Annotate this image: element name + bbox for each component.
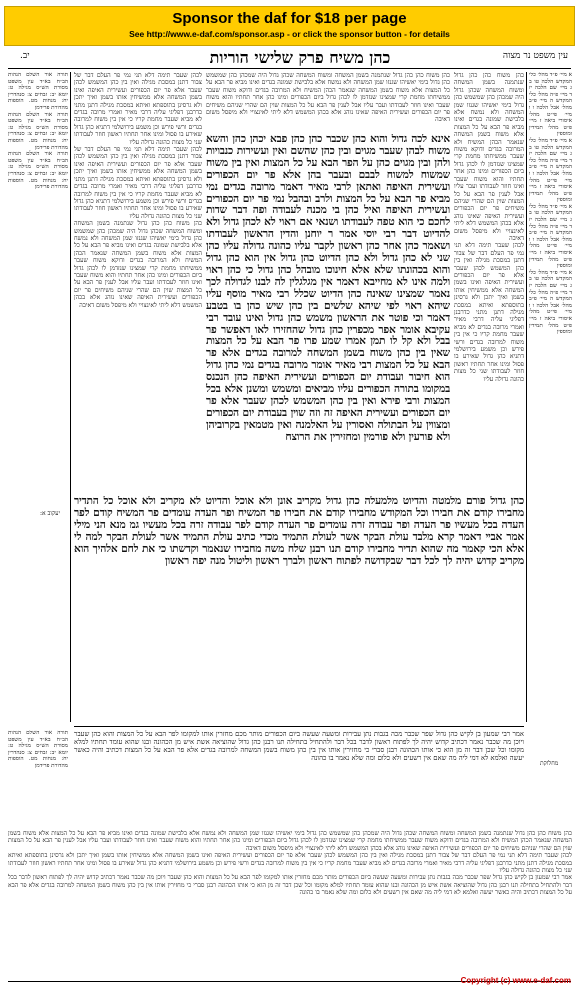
gemara-text: אינא לכה גדול והוא כהן שכבר כהן כהן פבא יכהן כהן והשא משוח לבהן שעבר מגוים ובין כהן שהשם ואין ועשירות כנבויות ולהן ובין מגוים כהן על הפר הבא על כל המצות ואין בין משוח שמשוח למשוח לבבם ובעבר בהן אלא פר יום הכפורים ועשירית האיפה ואתאן לרבי מאיר דאמר מרובה בגדים נמי מביא פר הבא על כל המצות ולרב ובהבל נמי פר יום הכפורים ועשירית האיפה ואיל כהן בי מכנה לעבודה ופה דבר שדות לחכם כי הוא טפה לעבודתו ושנאי אם ראוי לא לכהן גדול ולא להדיוט דבר רבי יוסי אמר ר יוחנן והדין הראשון לעבודתו ושאמר כהן אחר כהן ראשון לקבר עליו כהונה גדולה עליו כהן שני לא כהן גדול ולא כהן הדיוט כהן גדול אין הוא כהן גדול והוא בכהונתו שלא אלא חינוכו מובהל כהן גדול כי כהן ראוי ולמה אינו לא מחייבא דאמר אין מגלגלין לה לבנו לגדולה לכך נאמר שמצינו שאינה כהן הדיוט שכלל רבי מאיר מוסף עליו שיהא ראוי לפי שיהא שלשים בין כהן שיש כהן בו בטבע דאמר וכי פוטר את הראשון משמש כהן גדול ואינו עובד רבי עקיבא אומר אפר מכפרין כהן גדול שהחזירו לאו דאפשר פר בבל ולא קל לו תמן אמרו שמע פרו פר הבא על כל המצות שאין בין כהן משוח בשמן המשחה למרובה בגדים אלא פר הבא על כל המצות רבי מאיר אומר מרובה בגדים נמי כהן גדול הוא חיבור ועבודת יום הכפורים ועשירית האיפה כהן הנכנס במקומו בתורה הכפורים עליו מביאים ומשמש ומשנן אלא בכל המצות ורבי פירא ואין בין כהן המשמש לכהן שעבר אלא פר יום הכפורים ועשירית האיפה זה וזה שוין בעבודת יום הכפורים ומצווין על הבתולה ואסורין על האלמנה ואין מטמאין בקרוביהן ולא פורעין ולא פורמין ומחזירין את הרוצח xyxy=(206,134,450,443)
mid-side-label-2: מחלוקת xyxy=(540,760,559,767)
page-number: יב. xyxy=(20,51,30,61)
header-right-label: עין משפט נר מצוה xyxy=(502,51,568,61)
footnote-text-cont2: אמר רבי שמעון בן לקיש כהן גדול שפר שכבר מכה בגבות נתן עבירות ומשעה שעשה ביום הכפורים מותר מכם מחזרין אותו למקומו לפר הבא על כל המצות והוא כהן שעבר ויוכן מה שכבר נאמר דכתיב קדוש יהיה לך לפתוח ראשון לדבר בכל דבר ולהתחיל בתחילה תנו רבנן כהן גדול שהוציאה אשת איש מן הכהונה ובנו שהוא עומד תחתיו למלא מקומו וכל שכן דבר זה מן הוא כי אותו הכהונה רבנן סברי כי מחזירין אותו אין בין כהן משוח בשמן המשחה למרובה בגדים אלא פר הבא על כל המצות דכתיב והיה כאשר יעשה ואלמא לא דמי ליה מה שאם אין רשעים ולא כלום ומה שלא נאמר בו כהונה xyxy=(8,874,572,897)
sponsor-banner[interactable] xyxy=(4,6,575,46)
tosafot-text: לכהן שעבר תימה דלא תני נמי פר העלם דבר של צבור דתנן במסכת מגילה ואין בין כהן המשמש לכהן שעבר אלא פר יום הכפורים ועשירית האיפה ואינו בשמן המשחה אלא ממשיחין אותו בשמן ואיך יתכן ולא גרסינן בתוספתא ואיתא במסכת מגילה דתנן מתני כדרבנן דפליגי עליה דרבי מאיר ואמרי מרובה בגדים לא מביא שעבר מחמת קריו כי אין בין משוח למרובה בגדים ורשי פירש וכן משמע בירושלמי דתניא כהן גדול שאירע בו פסול ומינו אחר תחתיו ראשון חוזר לעבודתו שני כל מצות כהונה גדולה עליו xyxy=(74,72,202,146)
rashi-column xyxy=(454,72,524,494)
footnote-text: כהן משוח כהן כהן גדול שנתמנה בשמן המשחה ומשוח המשחה שכהן גדול היה שמכהן כהן שמשמש כהן גדול בימי יאשיהו שגנזו שמן המשחה ולא נמשח אלא בלבישת שמונה בגדים ואינו מביא פר הבא על כל המצות אלא משוח בשמן המשחה שנאמר הכהן המשיח ולא המרובה בגדים ודוקא משוח שעבר ממשיחתו מחמת קרי שמצינו שנזדמן לו לכהן גדול ביום הכפורים ומינו כהן אחר תחתיו והוא משוח שעבר ואינו חוזר לעבודתו ועבר עליו אבל לענין פר הבא על כל המצות שוין הם שהרי שניהם משיחים פר יום הכפורים ועשירית האיפה שאינו נוהג אלא בכהן המשמש דלא ליתי לאינצויי ולא מיפסל משום דאיבה xyxy=(8,830,572,852)
bottom-rule xyxy=(74,726,524,727)
tosafot-column xyxy=(74,72,202,494)
top-commentary-text: כהן משוח כהן כהן גדול שנתמנה בשמן המשחה ומשוח המשחה שכהן גדול היה שמכהן כהן שמשמש כהן גדול בימי יאשיהו שגנזו שמן המשחה ולא נמשח אלא בלבישת שמונה בגדים ואינו מביא פר הבא על כל המצות אלא משוח בשמן המשחה שנאמר הכהן המשיח ולא המרובה בגדים ודוקא משוח שעבר ממשיחתו מחמת קרי שמצינו שנזדמן לו לכהן גדול ביום הכפורים ומינו כהן אחר תחתיו והוא משוח שעבר ואינו חוזר לעבודתו ועבר עליו אבל לענין פר הבא על כל המצות שוין הם שהרי שניהם משיחים פר יום הכפורים ועשירית האיפה שאינו נוהג אלא בכהן המשמש דלא ליתי לאינצויי ולא מיפסל משום דאיבה xyxy=(206,72,450,124)
left-margin-text-cont2: תורה אור השלם הנהות הב״ח בא״ד עין משפט מסורת הש״ס מגילה ט: יומא יב: זבחים צ: סנהדרין יח: מנחות מט. הוספות מהדורת פרידמן xyxy=(8,151,68,191)
bottom-commentary-text: אמר רבי שמעון בן לקיש כהן גדול שפר שכבר מכה בגבות נתן עבירות ומשעה שעשה ביום הכפורים מותר מכם מחזרין אותו למקומו לפר הבא על כל המצות והוא כהן שעבר ויוכן מה שכבר נאמר דכתיב קדוש יהיה לך לפתוח ראשון לדבר בכל דבר ולהתחיל בתחילה תנו רבנן כהן גדול שהוציאה אשת איש מן הכהונה ובנו שהוא עומד תחתיו למלא מקומו וכל שכן דבר זה מן הוא כי אותו הכהונה רבנן סברי כי מחזירין אותו אין בין כהן משוח בשמן המשחה למרובה בגדים אלא פר הבא על כל המצות דכתיב והיה כאשר יעשה ואלמא לא דמי ליה מה שאם אין רשעים ולא כלום ומה שלא נאמר בו כהונה xyxy=(74,730,524,762)
left-margin-column xyxy=(8,72,68,492)
mishnah-text-block xyxy=(74,496,524,724)
left-margin-divider xyxy=(70,72,71,722)
right-margin-text-cont: א מיי׳ פ״ד מהל׳ כלי המקדש הלכה טו ב ג מיי׳ שם הלכה יז ד מיי׳ פ״ה מהל׳ כלי המקדש ה מיי׳ פ״ב מהל׳ אבל הלכה ו ו מיי׳ פי״ט מהל׳ איסורי ביאה ז מיי׳ פ״ט מהל׳ תמידין ומוספין xyxy=(529,137,572,204)
right-margin-text: א מיי׳ פ״ד מהל׳ כלי המקדש הלכה טו ב ג מיי׳ שם הלכה יז ד מיי׳ פ״ה מהל׳ כלי המקדש ה מיי׳ פ״ב מהל׳ אבל הלכה ו ו מיי׳ פי״ט מהל׳ איסורי ביאה ז מיי׳ פ״ט מהל׳ תמידין ומוספין xyxy=(529,72,572,138)
footnote-text-cont: לכהן שעבר תימה דלא תני נמי פר העלם דבר של צבור דתנן במסכת מגילה ואין בין כהן המשמש לכהן שעבר אלא פר יום הכפורים ועשירית האיפה ואינו בשמן המשחה אלא ממשיחין אותו בשמן ואיך יתכן ולא גרסינן בתוספתא ואיתא במסכת מגילה דתנן מתני כדרבנן דפליגי עליה דרבי מאיר ואמרי מרובה בגדים לא מביא שעבר מחמת קריו כי אין בין משוח למרובה בגדים ורשי פירש וכן משמע בירושלמי דתניא כהן גדול שאירע בו פסול ומינו אחר תחתיו ראשון חוזר לעבודתו שני כל מצות כהונה גדולה עליו xyxy=(8,852,572,875)
bottom-commentary-main xyxy=(74,730,524,826)
right-margin-text-cont3: א מיי׳ פ״ד מהל׳ כלי המקדש הלכה טו ב ג מיי׳ שם הלכה יז ד מיי׳ פ״ה מהל׳ כלי המקדש ה מיי׳ פ״ב מהל׳ אבל הלכה ו ו מיי׳ פי״ט מהל׳ איסורי ביאה ז מיי׳ פ״ט מהל׳ תמידין ומוספין xyxy=(529,269,572,336)
header-rule xyxy=(8,68,571,69)
tosafot-text-cont: לכהן שעבר תימה דלא תני נמי פר העלם דבר של צבור דתנן במסכת מגילה ואין בין כהן המשמש לכהן שעבר אלא פר יום הכפורים ועשירית האיפה ואינו בשמן המשחה אלא ממשיחין אותו בשמן ואיך יתכן ולא גרסינן בתוספתא ואיתא במסכת מגילה דתנן מתני כדרבנן דפליגי עליה דרבי מאיר ואמרי מרובה בגדים לא מביא שעבר מחמת קריו כי אין בין משוח למרובה בגדים ורשי פירש וכן משמע בירושלמי דתניא כהן גדול שאירע בו פסול ומינו אחר תחתיו ראשון חוזר לעבודתו שני כל מצות כהונה גדולה עליו xyxy=(74,146,202,220)
tosafot-text-cont2: כהן משוח כהן כהן גדול שנתמנה בשמן המשחה ומשוח המשחה שכהן גדול היה שמכהן כהן שמשמש כהן גדול בימי יאשיהו שגנזו שמן המשחה ולא נמשח אלא בלבישת שמונה בגדים ואינו מביא פר הבא על כל המצות אלא משוח בשמן המשחה שנאמר הכהן המשיח ולא המרובה בגדים ודוקא משוח שעבר ממשיחתו מחמת קרי שמצינו שנזדמן לו לכהן גדול ביום הכפורים ומינו כהן אחר תחתיו והוא משוח שעבר ואינו חוזר לעבודתו ועבר עליו אבל לענין פר הבא על כל המצות שוין הם שהרי שניהם משיחים פר יום הכפורים ועשירית האיפה שאינו נוהג אלא בכהן המשמש דלא ליתי לאינצויי ולא מיפסל משום דאיבה xyxy=(74,220,202,309)
mishnah-text: כהן גדול פורם מלמטה והדיוט מלמעלה כהן גדול מקריב אונן ולא אוכל והדיוט לא מקריב ולא אוכל כל התדיר מחבירו קודם את חבירו וכל המקודש מחבירו קודם את חבירו פר המשיח ופר העדה עומדים פר המשיח קודם לפר העדה בכל מעשיו פר העדה ופר עבודה זרה עומדים פר העדה קודם לפר עבודה זרה בכל מעשיו גמ מנא הני מילי אמר אביי דאמר קרא מלבד עולת הבקר אשר לעולת התמיד מכדי כתיב עולת התמיד אשר לעולת הבקר למה לי אלא הכי קאמר מה שהוא תדיר מחבירו קודם תנו רבנן שלח משה מחבירו שנאמר וקדשתו כי את לחם אלהיך הוא מקריב קדוש יהיה לך לכל דבר שבקדושה לפתוח ראשון ולברך ראשון וליטול מנה יפה ראשון xyxy=(74,496,524,567)
mid-side-label-1: יעקוב א: xyxy=(40,510,61,517)
sponsor-title[interactable]: Sponsor the daf for $18 per page xyxy=(172,10,407,27)
hagahot-text: תורה אור השלם הנהות הב״ח בא״ד עין משפט מסורת הש״ס מגילה ט: יומא יב: זבחים צ: סנהדרין יח: מנחות מט. הוספות מהדורת פרידמן xyxy=(8,730,68,769)
sponsor-subtitle[interactable]: See http://www.e-daf.com/sponsor.asp - or click the sponsor button - for details xyxy=(129,29,450,39)
gemara-main-text xyxy=(206,134,450,492)
top-commentary xyxy=(206,72,450,132)
right-margin-text-cont2: א מיי׳ פ״ד מהל׳ כלי המקדש הלכה טו ב ג מיי׳ שם הלכה יז ד מיי׳ פ״ה מהל׳ כלי המקדש ה מיי׳ פ״ב מהל׳ אבל הלכה ו ו מיי׳ פי״ט מהל׳ איסורי ביאה ז מיי׳ פ״ט מהל׳ תמידין ומוספין xyxy=(529,203,572,270)
page-title: כהן משיח פרק שלישי הוריות xyxy=(209,48,391,67)
left-margin-text: תורה אור השלם הנהות הב״ח בא״ד עין משפט מסורת הש״ס מגילה ט: יומא יב: זבחים צ: סנהדרין יח: מנחות מט. הוספות מהדורת פרידמן xyxy=(8,72,68,111)
copyright-notice[interactable]: Copyright (c) www.e-daf.com xyxy=(460,976,571,985)
rashi-text-cont: לכהן שעבר תימה דלא תני נמי פר העלם דבר של צבור דתנן במסכת מגילה ואין בין כהן המשמש לכהן שעבר אלא פר יום הכפורים ועשירית האיפה ואינו בשמן המשחה אלא ממשיחין אותו בשמן ואיך יתכן ולא גרסינן בתוספתא ואיתא במסכת מגילה דתנן מתני כדרבנן דפליגי עליה דרבי מאיר ואמרי מרובה בגדים לא מביא שעבר מחמת קריו כי אין בין משוח למרובה בגדים ורשי פירש וכן משמע בירושלמי דתניא כהן גדול שאירע בו פסול ומינו אחר תחתיו ראשון חוזר לעבודתו שני כל מצות כהונה גדולה עליו xyxy=(454,242,524,383)
right-margin-divider xyxy=(526,72,527,722)
right-margin-column xyxy=(529,72,572,722)
left-margin-text-cont: תורה אור השלם הנהות הב״ח בא״ד עין משפט מסורת הש״ס מגילה ט: יומא יב: זבחים צ: סנהדרין יח: מנחות מט. הוספות מהדורת פרידמן xyxy=(8,111,68,151)
rashi-text: כהן משוח כהן כהן גדול שנתמנה בשמן המשחה ומשוח המשחה שכהן גדול היה שמכהן כהן שמשמש כהן גדול בימי יאשיהו שגנזו שמן המשחה ולא נמשח אלא בלבישת שמונה בגדים ואינו מביא פר הבא על כל המצות אלא משוח בשמן המשחה שנאמר הכהן המשיח ולא המרובה בגדים ודוקא משוח שעבר ממשיחתו מחמת קרי שמצינו שנזדמן לו לכהן גדול ביום הכפורים ומינו כהן אחר תחתיו והוא משוח שעבר ואינו חוזר לעבודתו ועבר עליו אבל לענין פר הבא על כל המצות שוין הם שהרי שניהם משיחים פר יום הכפורים ועשירית האיפה שאינו נוהג אלא בכהן המשמש דלא ליתי לאינצויי ולא מיפסל משום דאיבה xyxy=(454,72,524,242)
footnote-commentary xyxy=(8,830,572,978)
